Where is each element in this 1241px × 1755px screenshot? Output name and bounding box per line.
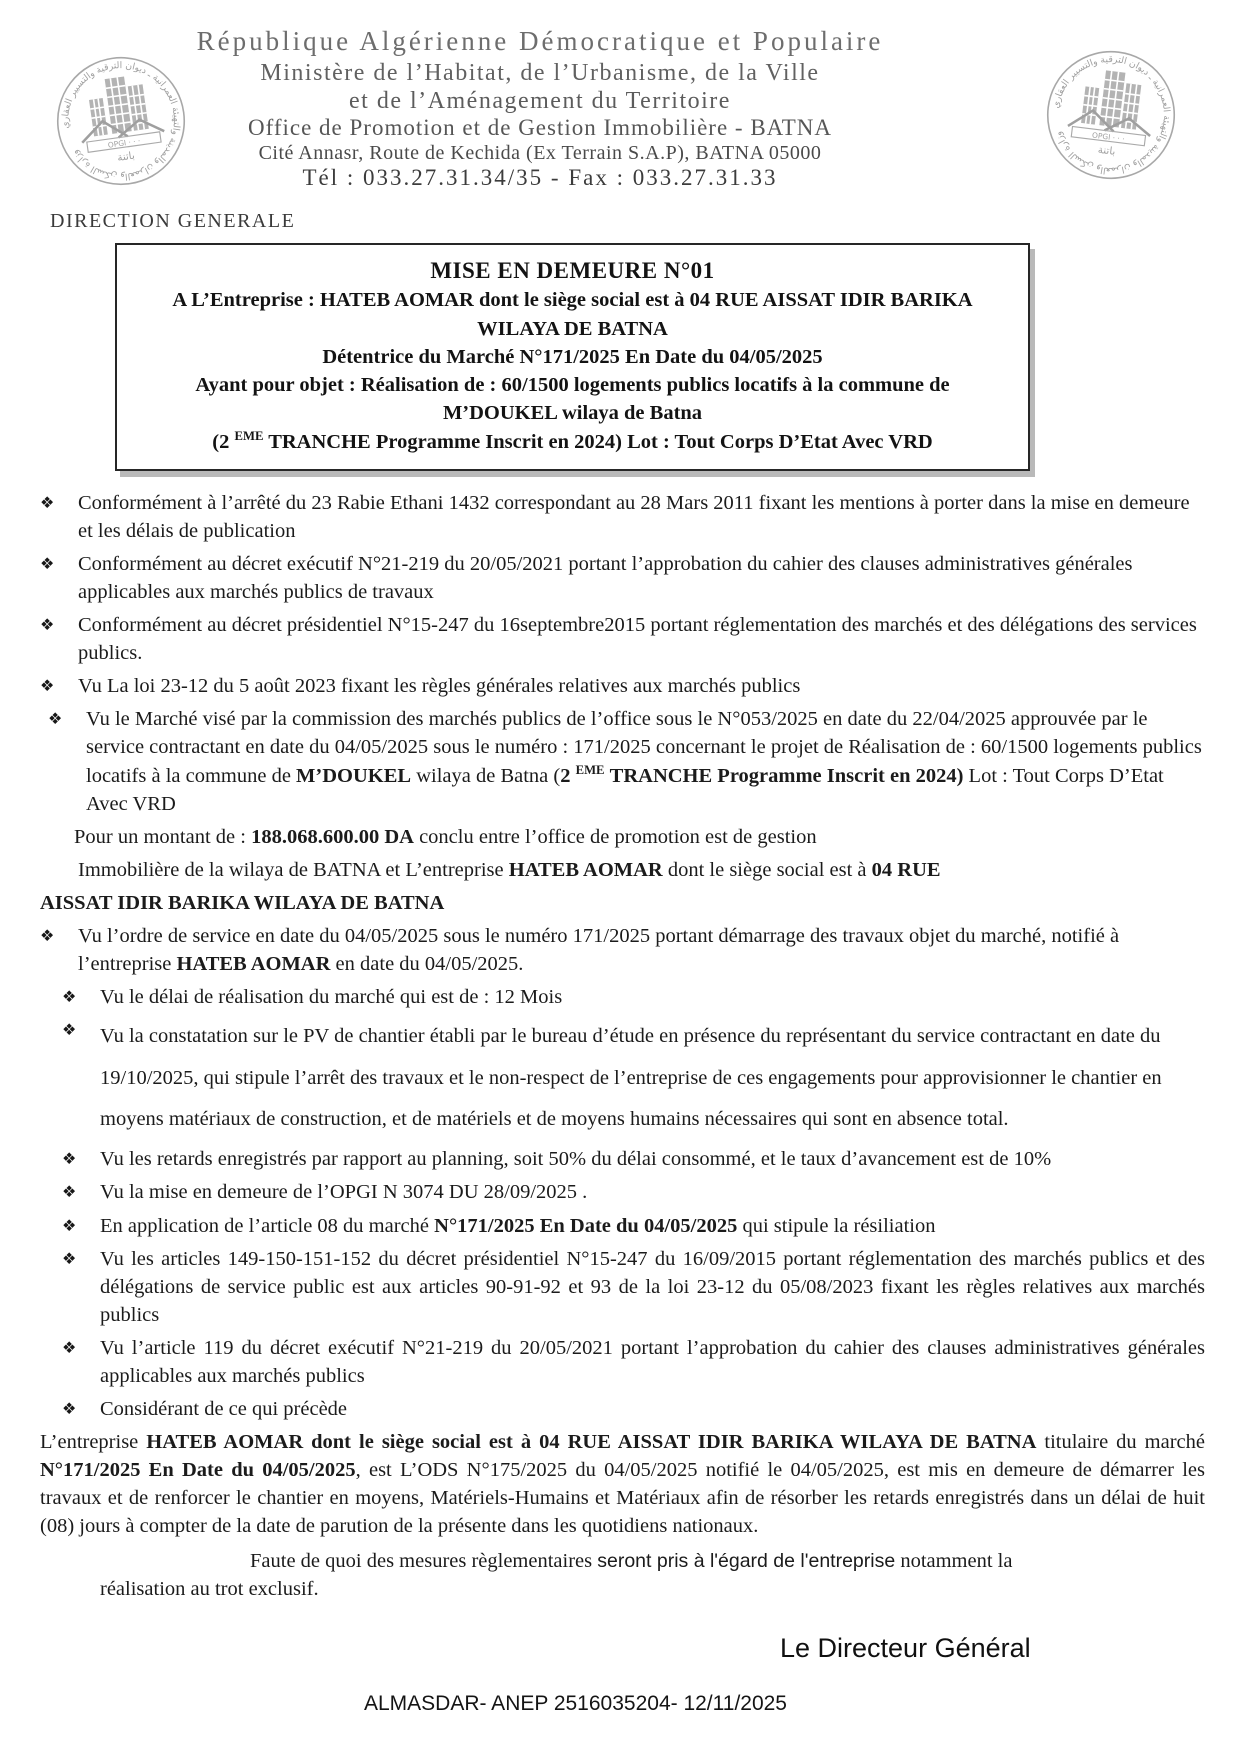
bullet-diamond-icon: ❖ <box>48 709 63 729</box>
bullet-diamond-icon: ❖ <box>62 987 77 1007</box>
notice-item <box>40 922 1205 978</box>
text-segment: titulaire du marché <box>1036 1431 1205 1454</box>
text-segment: L’entreprise <box>40 1431 147 1454</box>
notice-box-line <box>127 287 1018 313</box>
notice-body <box>40 489 1205 1667</box>
text-segment: notamment la réalisation au trot exclusif. <box>100 1550 1013 1601</box>
notice-item <box>62 1245 1205 1329</box>
opgi-seal-icon <box>1034 38 1188 192</box>
svg-text:وزارة السكن والعمران والمدينة: وزارة السكن والعمران والمدينة والتهيئة العمرانية ـ ديوان الترقية والتسيير العقاري <box>1050 54 1172 176</box>
notice-item-text <box>78 672 1205 700</box>
svg-text:وزارة السكن والعمران والمدينة: وزارة السكن والعمران والمدينة والتهيئة العمرانية ـ ديوان الترقية والتسيير العقاري <box>59 60 182 182</box>
text-segment: , est L’ODS N°175/2025 du 04/05/2025 notifié le 04/05/2025, est mis en demeure de démarrer les travaux et de renforcer le chantier en moyens, Matériels-Humains et Matériaux afin de résorber les retards enregistrés dans un délai de huit (08) jours à compter de la date de parution de la présente dans les quotidiens nationaux. <box>40 1459 1205 1538</box>
notice-item-text <box>78 611 1205 667</box>
text-segment: Vu les articles 149-150-151-152 du décret présidentiel N°15-247 du 16/09/2015 portant réglementation des marchés publics et des délégations de service public est aux articles 90-91-92 et 93 de la loi 23-12 du 05/08/2023 fixant les règles relatives aux marchés publics <box>100 1247 1205 1326</box>
paragraph <box>40 1428 1205 1540</box>
notice-item-list <box>40 489 1205 1604</box>
notice-box-line <box>127 256 1018 285</box>
text-segment: Conformément au décret présidentiel N°15-247 du 16septembre2015 portant réglementation des marchés et des délégations des services publics. <box>78 614 1197 665</box>
letterhead-text <box>140 26 940 191</box>
text-segment: Vu les retards enregistrés par rapport au planning, soit 50% du délai consommé, et le taux d’avancement est de 10% <box>100 1148 1052 1171</box>
notice-item-text <box>100 1245 1205 1329</box>
text-segment: Faute de quoi des mesures règlementaires <box>250 1550 598 1573</box>
notice-item-text <box>100 1178 1205 1206</box>
text-segment: N°171/2025 En Date du 04/05/2025 <box>40 1459 356 1482</box>
text-segment: conclu entre l’office de promotion est de gestion <box>413 825 817 848</box>
paragraph <box>100 1547 1090 1603</box>
text-segment: Immobilière de la wilaya de BATNA et L’entreprise <box>78 858 509 881</box>
text-segment: AISSAT IDIR BARIKA WILAYA DE BATNA <box>40 891 445 914</box>
text-segment: en date du 04/05/2025. <box>330 953 524 976</box>
notice-item-text <box>100 1395 1205 1423</box>
text-segment: M’DOUKEL <box>296 764 412 787</box>
text-segment: M’DOUKEL wilaya de Batna <box>442 402 703 425</box>
text-segment: N°171/2025 En Date du 04/05/2025 <box>434 1214 738 1237</box>
signature-title: Le Directeur Général <box>780 1632 1031 1663</box>
text-segment: Ayant pour objet : Réalisation de : 60/1500 logements publics locatifs à la commune de <box>195 374 950 397</box>
notice-box-line <box>127 400 1018 426</box>
notice-item <box>40 611 1205 667</box>
notice-item-text <box>100 983 1205 1011</box>
bullet-diamond-icon: ❖ <box>40 554 55 573</box>
notice-item <box>62 1178 1205 1206</box>
letterhead <box>0 0 1241 198</box>
notice-box-line <box>127 344 1018 370</box>
bullet-diamond-icon: ❖ <box>40 925 55 945</box>
letterhead-line: République Algérienne Démocratique et Populaire <box>196 26 884 56</box>
notice-item <box>40 550 1205 606</box>
text-segment: A L’Entreprise : HATEB AOMAR dont le siège social est à 04 RUE AISSAT IDIR BARIKA <box>172 289 973 312</box>
notice-item <box>62 1016 1205 1140</box>
paragraph <box>74 823 1205 851</box>
letterhead-line: et de l’Aménagement du Territoire <box>349 88 731 114</box>
text-segment: Pour un montant de : <box>74 825 252 848</box>
text-segment: En application de l’article 08 du marché <box>100 1214 435 1237</box>
text-segment: TRANCHE Programme Inscrit en 2024) Lot : Tout Corps D’Etat Avec VRD <box>263 430 933 453</box>
svg-text:باتنة: باتنة <box>1097 143 1117 158</box>
text-segment: Conformément au décret exécutif N°21-219 du 20/05/2021 portant l’approbation du cahier des clauses administratives générales applicables aux marchés publics de travaux <box>78 553 1133 604</box>
direction-generale-label: DIRECTION GENERALE <box>50 210 296 232</box>
notice-item-text <box>100 1212 1205 1240</box>
notice-box-line <box>127 429 1018 455</box>
letterhead-phone-fax: Tél : 033.27.31.34/35 - Fax : 033.27.31.33 <box>302 165 778 190</box>
paragraph <box>78 856 1205 884</box>
text-segment: Conformément à l’arrêté du 23 Rabie Ethani 1432 correspondant au 28 Mars 2011 fixant les mentions à porter dans la mise en demeure et les délais de publication <box>78 491 1190 542</box>
notice-item <box>62 1212 1205 1240</box>
notice-item-text <box>86 705 1205 817</box>
text-segment: EME <box>234 428 264 443</box>
text-segment: HATEB AOMAR dont le siège social est à 04 RUE AISSAT IDIR BARIKA WILAYA DE BATNA <box>146 1431 1037 1454</box>
bullet-diamond-icon: ❖ <box>62 1215 77 1235</box>
svg-text:باتنة: باتنة <box>116 149 136 164</box>
text-segment: Vu la mise en demeure de l’OPGI N 3074 DU 28/09/2025 . <box>100 1181 588 1204</box>
text-segment: Lot : Tout Corps D’Etat Avec VRD <box>86 764 1164 815</box>
svg-text:OPGI · · ·: OPGI · · · <box>107 136 141 150</box>
letterhead-line: Office de Promotion et de Gestion Immobilière - BATNA <box>247 115 833 140</box>
text-segment: Vu l’ordre de service en date du 04/05/2025 sous le numéro 171/2025 portant démarrage des travaux objet du marché, notifié à l’entreprise <box>78 924 1120 976</box>
notice-item <box>40 672 1205 700</box>
notice-item-text <box>78 922 1205 978</box>
notice-title-box <box>115 243 1030 471</box>
text-segment: Vu le délai de réalisation du marché qui est de : 12 Mois <box>100 986 563 1009</box>
text-segment: 2 <box>560 764 576 787</box>
text-segment: WILAYA DE BATNA <box>477 317 668 340</box>
notice-item-text <box>78 489 1205 545</box>
text-segment: EME <box>575 762 605 777</box>
letterhead-line: Ministère de l’Habitat, de l’Urbanisme, de la Ville <box>260 60 820 86</box>
text-segment: dont le siège social est à <box>662 858 872 881</box>
notice-item <box>62 1395 1205 1423</box>
text-segment: HATEB AOMAR <box>176 953 331 976</box>
text-segment: Vu l’article 119 du décret exécutif N°21-219 du 20/05/2021 portant l’approbation du cahier des clauses administratives générales applicables aux marchés publics <box>100 1336 1205 1387</box>
notice-item-text <box>100 1016 1205 1140</box>
bullet-diamond-icon: ❖ <box>62 1248 77 1268</box>
letterhead-line: Cité Annasr, Route de Kechida (Ex Terrain S.A.P), BATNA 05000 <box>258 142 822 164</box>
svg-text:OPGI · · ·: OPGI · · · <box>1091 130 1126 144</box>
paragraph <box>40 889 1205 917</box>
text-segment: wilaya de Batna ( <box>411 764 561 787</box>
text-segment: qui stipule la résiliation <box>737 1214 936 1237</box>
bullet-diamond-icon: ❖ <box>40 492 55 512</box>
bullet-diamond-icon: ❖ <box>62 1149 77 1169</box>
bullet-diamond-icon: ❖ <box>62 1399 77 1419</box>
notice-item-text <box>78 550 1205 606</box>
bullet-diamond-icon: ❖ <box>40 676 55 696</box>
notice-box-line <box>127 372 1018 398</box>
bullet-diamond-icon: ❖ <box>62 1337 77 1357</box>
text-segment: Vu La loi 23-12 du 5 août 2023 fixant les règles générales relatives aux marchés publics <box>78 675 801 698</box>
bullet-diamond-icon: ❖ <box>62 1182 77 1202</box>
text-segment: TRANCHE Programme Inscrit en 2024) <box>609 764 964 787</box>
text-segment: 188.068.600.00 DA <box>251 825 414 848</box>
notice-item <box>40 489 1205 545</box>
text-segment: Vu le Marché visé par la commission des marchés publics de l’office sous le N°053/2025 en date du 22/04/2025 approuvée par le service contractant en date du 04/05/2025 sous le numéro : 171/2025 concernant le projet de Réalisation de : 60/1500 logements publics locatifs à la commune de <box>86 708 1202 787</box>
text-segment: MISE EN DEMEURE N°01 <box>430 258 715 283</box>
notice-item <box>62 1334 1205 1390</box>
notice-item <box>62 983 1205 1011</box>
text-segment: (2 <box>212 430 235 453</box>
text-segment: 04 RUE <box>871 858 941 881</box>
bullet-diamond-icon: ❖ <box>40 615 55 635</box>
notice-item <box>48 705 1205 817</box>
notice-box-line <box>127 316 1018 342</box>
text-segment: Vu la constatation sur le PV de chantier établi par le bureau d’étude en présence du représentant du service contractant en date du 19/10/2025, qui stipule l’arrêt des travaux et le non-respect de l’entreprise de ces engagements pour approvisionner le chantier en moyens matériaux de construction, et de matériels et de moyens humains nécessaires qui sont en absence total. <box>100 1025 1162 1130</box>
notice-item-text <box>100 1145 1205 1173</box>
notice-item <box>62 1145 1205 1173</box>
text-segment: Détentrice du Marché N°171/2025 En Date du 04/05/2025 <box>322 345 823 368</box>
notice-item-text <box>100 1334 1205 1390</box>
text-segment: HATEB AOMAR <box>508 858 663 881</box>
bullet-diamond-icon: ❖ <box>62 1020 77 1040</box>
text-segment: seront pris à l'égard de l'entreprise <box>597 1550 896 1573</box>
anep-footer: ALMASDAR- ANEP 2516035204- 12/11/2025 <box>363 1692 787 1715</box>
text-segment: Considérant de ce qui précède <box>100 1398 348 1421</box>
